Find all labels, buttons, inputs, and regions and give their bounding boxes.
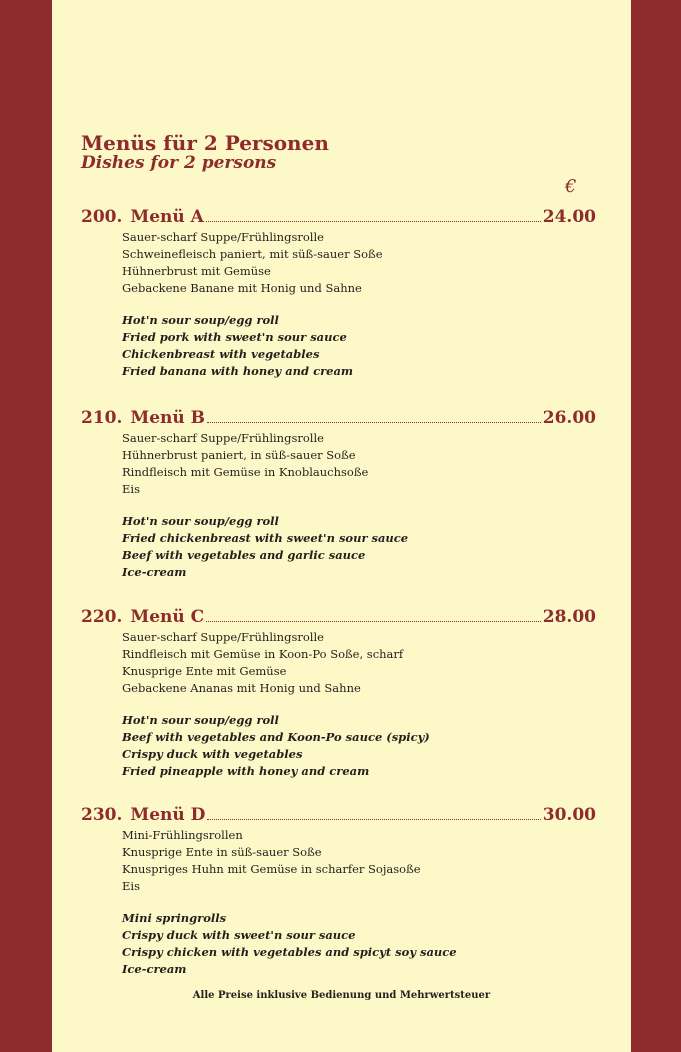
dish-list-english bbox=[122, 513, 596, 581]
menu-item-a bbox=[81, 203, 596, 380]
dish-list-german bbox=[122, 430, 596, 498]
dish-line-german: Gebackene Ananas mit Honig und Sahne bbox=[122, 681, 361, 695]
menu-price: 30.00 bbox=[542, 805, 596, 825]
price-footnote: Alle Preise inklusive Bedienung und Mehrwertsteuer bbox=[192, 990, 491, 1001]
dish-line-german: Knusprige Ente in süß-sauer Soße bbox=[122, 845, 322, 859]
dish-line-english: Crispy duck with sweet'n sour sauce bbox=[122, 928, 356, 942]
menu-price: 28.00 bbox=[542, 607, 596, 627]
dotted-leader bbox=[207, 818, 540, 820]
menu-item-c bbox=[81, 603, 596, 780]
dish-line-english: Crispy chicken with vegetables and spicyt soy sauce bbox=[122, 945, 457, 959]
dish-line-english: Fried pork with sweet'n sour sauce bbox=[122, 330, 347, 344]
dish-list-english bbox=[122, 312, 596, 380]
dish-list-german bbox=[122, 827, 596, 895]
dish-line-german: Sauer-scharf Suppe/Frühlingsrolle bbox=[122, 630, 324, 644]
menu-header bbox=[81, 404, 596, 428]
dish-line-german: Rindfleisch mit Gemüse in Koon-Po Soße, scharf bbox=[122, 647, 404, 661]
menu-name: Menü D bbox=[130, 805, 206, 825]
page-title-german: Menüs für 2 Personen bbox=[81, 131, 329, 155]
dish-line-english: Chickenbreast with vegetables bbox=[122, 347, 320, 361]
dish-line-german: Rindfleisch mit Gemüse in Knoblauchsoße bbox=[122, 465, 369, 479]
dish-line-german: Hühnerbrust mit Gemüse bbox=[122, 264, 271, 278]
menu-number: 230. bbox=[81, 805, 123, 825]
dish-line-english: Hot'n sour soup/egg roll bbox=[122, 313, 279, 327]
dish-line-english: Hot'n sour soup/egg roll bbox=[122, 514, 279, 528]
dish-list-german bbox=[122, 629, 596, 697]
dish-list-english bbox=[122, 712, 596, 780]
dish-line-english: Ice-cream bbox=[122, 962, 187, 976]
page-title-english: Dishes for 2 persons bbox=[81, 153, 277, 173]
menu-name: Menü C bbox=[130, 607, 205, 627]
dish-line-english: Hot'n sour soup/egg roll bbox=[122, 713, 279, 727]
dish-list-english bbox=[122, 910, 596, 978]
menu-header bbox=[81, 603, 596, 627]
dish-line-german: Hühnerbrust paniert, in süß-sauer Soße bbox=[122, 448, 356, 462]
dish-line-german: Gebackene Banane mit Honig und Sahne bbox=[122, 281, 362, 295]
dotted-leader bbox=[207, 421, 541, 423]
dish-line-german: Sauer-scharf Suppe/Frühlingsrolle bbox=[122, 230, 324, 244]
currency-symbol: € bbox=[565, 176, 577, 197]
menu-name: Menü A bbox=[130, 207, 204, 227]
dish-line-english: Beef with vegetables and Koon-Po sauce (spicy) bbox=[122, 730, 430, 744]
menu-price: 24.00 bbox=[542, 207, 596, 227]
menu-header bbox=[81, 801, 596, 825]
dish-line-german: Eis bbox=[122, 879, 140, 893]
dotted-leader bbox=[206, 620, 541, 622]
menu-item-b bbox=[81, 404, 596, 581]
menu-price: 26.00 bbox=[542, 408, 596, 428]
dish-line-german: Schweinefleisch paniert, mit süß-sauer Soße bbox=[122, 247, 383, 261]
menu-number: 210. bbox=[81, 408, 123, 428]
dish-line-english: Fried chickenbreast with sweet'n sour sauce bbox=[122, 531, 409, 545]
dish-line-english: Beef with vegetables and garlic sauce bbox=[122, 548, 366, 562]
dish-line-german: Mini-Frühlingsrollen bbox=[122, 828, 243, 842]
menu-number: 200. bbox=[81, 207, 123, 227]
dish-list-german bbox=[122, 229, 596, 297]
dish-line-english: Fried banana with honey and cream bbox=[122, 364, 354, 378]
menu-item-d bbox=[81, 801, 596, 978]
dish-line-english: Fried pineapple with honey and cream bbox=[122, 764, 370, 778]
dish-line-english: Mini springrolls bbox=[122, 911, 227, 925]
menu-name: Menü B bbox=[130, 408, 206, 428]
dotted-leader bbox=[206, 220, 541, 222]
menu-number: 220. bbox=[81, 607, 123, 627]
dish-line-german: Knuspriges Huhn mit Gemüse in scharfer Sojasoße bbox=[122, 862, 421, 876]
dish-line-english: Crispy duck with vegetables bbox=[122, 747, 303, 761]
dish-line-english: Ice-cream bbox=[122, 565, 187, 579]
menu-header bbox=[81, 203, 596, 227]
dish-line-german: Knusprige Ente mit Gemüse bbox=[122, 664, 287, 678]
dish-line-german: Sauer-scharf Suppe/Frühlingsrolle bbox=[122, 431, 324, 445]
dish-line-german: Eis bbox=[122, 482, 140, 496]
